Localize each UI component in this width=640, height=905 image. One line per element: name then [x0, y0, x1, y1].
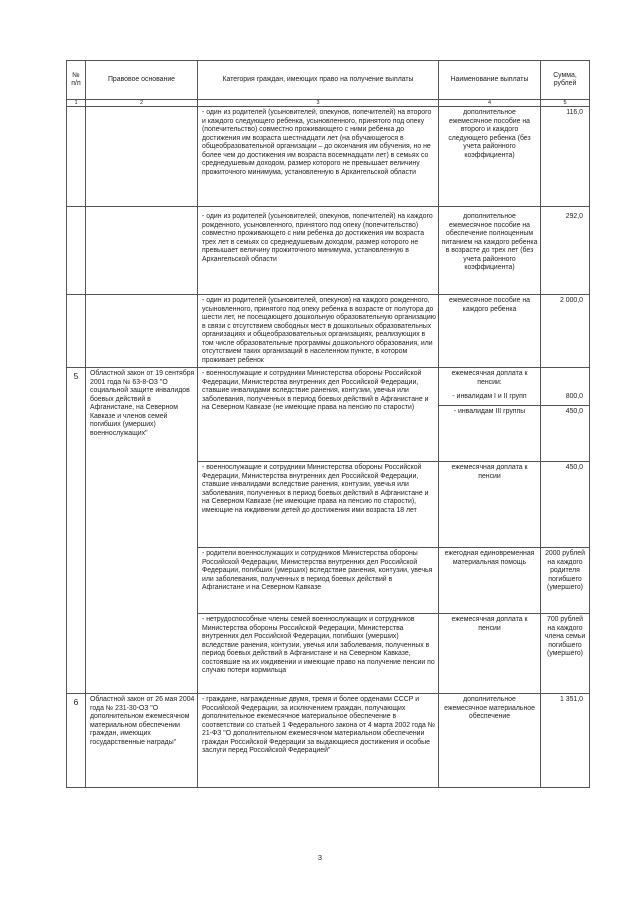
payment-cell: дополнительное ежемесячное материальное обеспечение [439, 694, 541, 788]
category-cell: - военнослужащие и сотрудники Министерства обороны Российской Федерации, Министерства внутренних дел Российской Федерации, ставшие инвалидами вследствие ранения, контузии, увечья или заболевания, полученных в период боевых действий в Афганистане и на Северном Кавказе (не имеющие права на пенсию по старости) [198, 368, 439, 462]
payment-cell: ежемесячная доплата к пенсии [439, 614, 541, 694]
table-row [67, 368, 590, 462]
sum-sub-2: 450,0 [541, 405, 589, 417]
table-row [67, 694, 590, 788]
sum-cell: 2000 рублей на каждого родителя погибшего (умершего) [541, 548, 590, 614]
payment-cell: ежегодная единовременная материальная помощь [439, 548, 541, 614]
row-number: 5 [67, 368, 86, 694]
payment-cell: ежемесячное пособие на каждого ребенка [439, 295, 541, 368]
sum-cell: 116,0 [541, 107, 590, 207]
sum-cell: 1 351,0 [541, 694, 590, 788]
header-category: Категория граждан, имеющих право на получение выплаты [198, 61, 439, 100]
table-row [67, 207, 590, 295]
payment-sub-1: - инвалидам I и II групп [452, 393, 527, 400]
table-row [67, 295, 590, 368]
colnum-2: 2 [86, 100, 198, 107]
column-numbers-row [67, 100, 590, 107]
category-cell: - нетрудоспособные члены семей военнослужащих и сотрудников Министерства обороны Российской Федерации, Министерства внутренних дел Российской Федерации, погибших (умерших) вследствие ранения, контузии, увечья или заболевания, полученных в период боевых действий в Афганистане и на Северном Кавказе, состоявшие на их иждивении и имеющие право на получение пенсии по случаю потери кормильца [198, 614, 439, 694]
sum-cell: 450,0 [541, 462, 590, 548]
header-basis: Правовое основание [86, 61, 198, 100]
category-cell: - военнослужащие и сотрудники Министерства обороны Российской Федерации, Министерства внутренних дел Российской Федерации, ставшие инвалидами вследствие ранения, контузии, увечья или заболевания, полученных в период боевых действий в Афганистане и на Северном Кавказе (не имеющие права на пенсию по старости), имеющие на иждивении детей до достижения ими возраста 18 лет [198, 462, 439, 548]
category-cell: - родители военнослужащих и сотрудников Министерства обороны Российской Федерации, Министерства внутренних дел Российской Федерации, погибших (умерших) вследствие ранения, контузии, увечья или заболевания, полученных в период боевых действий в Афганистане и на Северном Кавказе [198, 548, 439, 614]
payment-cell: ежемесячная доплата к пенсии [439, 462, 541, 548]
table-row [67, 107, 590, 207]
sum-cell: 700 рублей на каждого члена семьи погибшего (умершего) [541, 614, 590, 694]
header-row [67, 61, 590, 100]
colnum-5: 5 [541, 100, 590, 107]
page-number: 3 [317, 853, 323, 862]
sum-cell: 2 000,0 [541, 295, 590, 368]
payment-title: ежемесячная доплата к пенсии: [451, 370, 528, 386]
payment-sub-2: - инвалидам III группы [439, 405, 540, 417]
header-payment: Наименование выплаты [439, 61, 541, 100]
sum-sub-1: 800,0 [565, 393, 583, 400]
category-cell: - один из родителей (усыновителей, опекунов) на каждого рожденного, усыновленного, принятого под опеку ребенка в возрасте от полутора до шести лет, не посещающего дошкольную образовательную организацию в связи с отсутствием свободных мест в дошкольных образовательных организациях и общеобразовательных организациях, реализующих в том числе образовательные программы дошкольного образования, или отсутствием таких организаций в населенном пункте, в котором проживает ребенок [198, 295, 439, 368]
legal-basis-cell: Областной закон от 26 мая 2004 года № 231-30-ОЗ "О дополнительном ежемесячном материальном обеспечении граждан, имеющих государственные награды" [86, 694, 198, 788]
colnum-1: 1 [67, 100, 86, 107]
category-cell: - один из родителей (усыновителей, опекунов, попечителей) на каждого рожденного, усыновленного, принятого под опеку (попечительство) совместно проживающего с ним ребенка до достижения им возраста трех лет в семьях со среднедушевым доходом, размер которого не превышает величину прожиточного минимума, установленную в Архангельской области [198, 207, 439, 295]
header-sum: Сумма, рублей [541, 61, 590, 100]
sum-cell: 292,0 [541, 207, 590, 295]
row-number: 6 [67, 694, 86, 788]
payment-cell: дополнительное ежемесячное пособие на второго и каждого следующего ребенка (без учета районного коэффициента) [439, 107, 541, 207]
category-cell: - один из родителей (усыновителей, опекунов, попечителей) на второго и каждого следующего ребенка, усыновленного, принятого под опеку (попечительство) совместно проживающего с ними ребенка до достижения им возраста шестнадцати лет (на обучающегося в общеобразовательной организации – до окончания им обучения, но не более чем до достижения им возраста восемнадцати лет) в семьях со среднедушевым доходом, размер которого не превышает величину прожиточного минимума, установленную в Архангельской области [198, 107, 439, 207]
colnum-3: 3 [198, 100, 439, 107]
category-cell: - граждане, награжденные двумя, тремя и более орденами СССР и Российской Федерации, за исключением граждан, получающих дополнительное ежемесячное материальное обеспечение в соответствии со статьей 1 Федерального закона от 4 марта 2002 года № 21-ФЗ "О дополнительном ежемесячном материальном обеспечении граждан Российской Федерации за выдающиеся достижения и особые заслуги перед Российской Федерацией" [198, 694, 439, 788]
header-num: № п/п [67, 61, 86, 100]
legal-basis-cell: Областной закон от 19 сентября 2001 года № 63-8-ОЗ "О социальной защите инвалидов боевых действий в Афганистане, на Северном Кавказе и членов семей погибших (умерших) военнослужащих" [86, 368, 198, 694]
benefits-table [66, 60, 590, 788]
colnum-4: 4 [439, 100, 541, 107]
payment-cell [439, 368, 541, 462]
payment-cell: дополнительное ежемесячное пособие на обеспечение полноценным питанием на каждого ребенка в возрасте до трех лет (без учета районного коэффициента) [439, 207, 541, 295]
sum-cell [541, 368, 590, 462]
